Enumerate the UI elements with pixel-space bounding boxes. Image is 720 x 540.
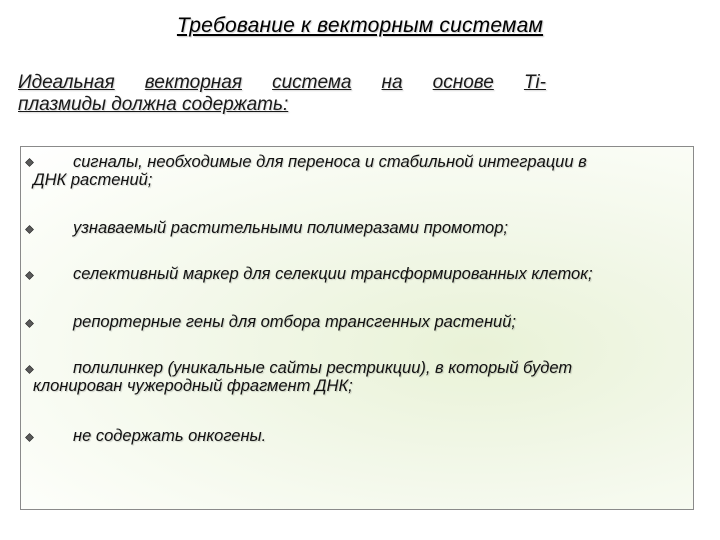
list-item-text: полилинкер (уникальные сайты рестрикции), в который будет <box>73 359 573 377</box>
slide-title: Требование к векторным системам <box>176 14 544 37</box>
diamond-bullet-icon <box>25 319 34 328</box>
diamond-bullet-icon <box>25 365 34 374</box>
intro-paragraph <box>18 72 578 116</box>
list-item-text: не содержать онкогены. <box>73 427 267 445</box>
requirements-box <box>20 146 694 510</box>
intro-word: система <box>272 72 352 93</box>
intro-word: основе <box>432 72 494 93</box>
diamond-bullet-icon <box>25 271 34 280</box>
intro-line-2: плазмиды должна содержать: <box>18 94 289 115</box>
intro-word: Идеальная <box>18 72 115 93</box>
diamond-bullet-icon <box>25 433 34 442</box>
diamond-bullet-icon <box>25 225 34 234</box>
list-item-text-continued: ДНК растений; <box>33 171 153 189</box>
intro-word: Ti- <box>523 72 546 93</box>
list-item-text-continued: клонирован чужеродный фрагмент ДНК; <box>33 377 353 395</box>
list-item-text: селективный маркер для селекции трансформированных клеток; <box>73 265 593 283</box>
intro-word: на <box>381 72 403 93</box>
intro-word: векторная <box>144 72 242 93</box>
diamond-bullet-icon <box>25 158 34 167</box>
list-item-text: узнаваемый растительными полимеразами промотор; <box>73 219 508 237</box>
intro-line-1 <box>18 72 546 94</box>
list-item-text: репортерные гены для отбора трансгенных растений; <box>73 313 516 331</box>
list-item-text: сигналы, необходимые для переноса и стабильной интеграции в <box>73 153 587 171</box>
